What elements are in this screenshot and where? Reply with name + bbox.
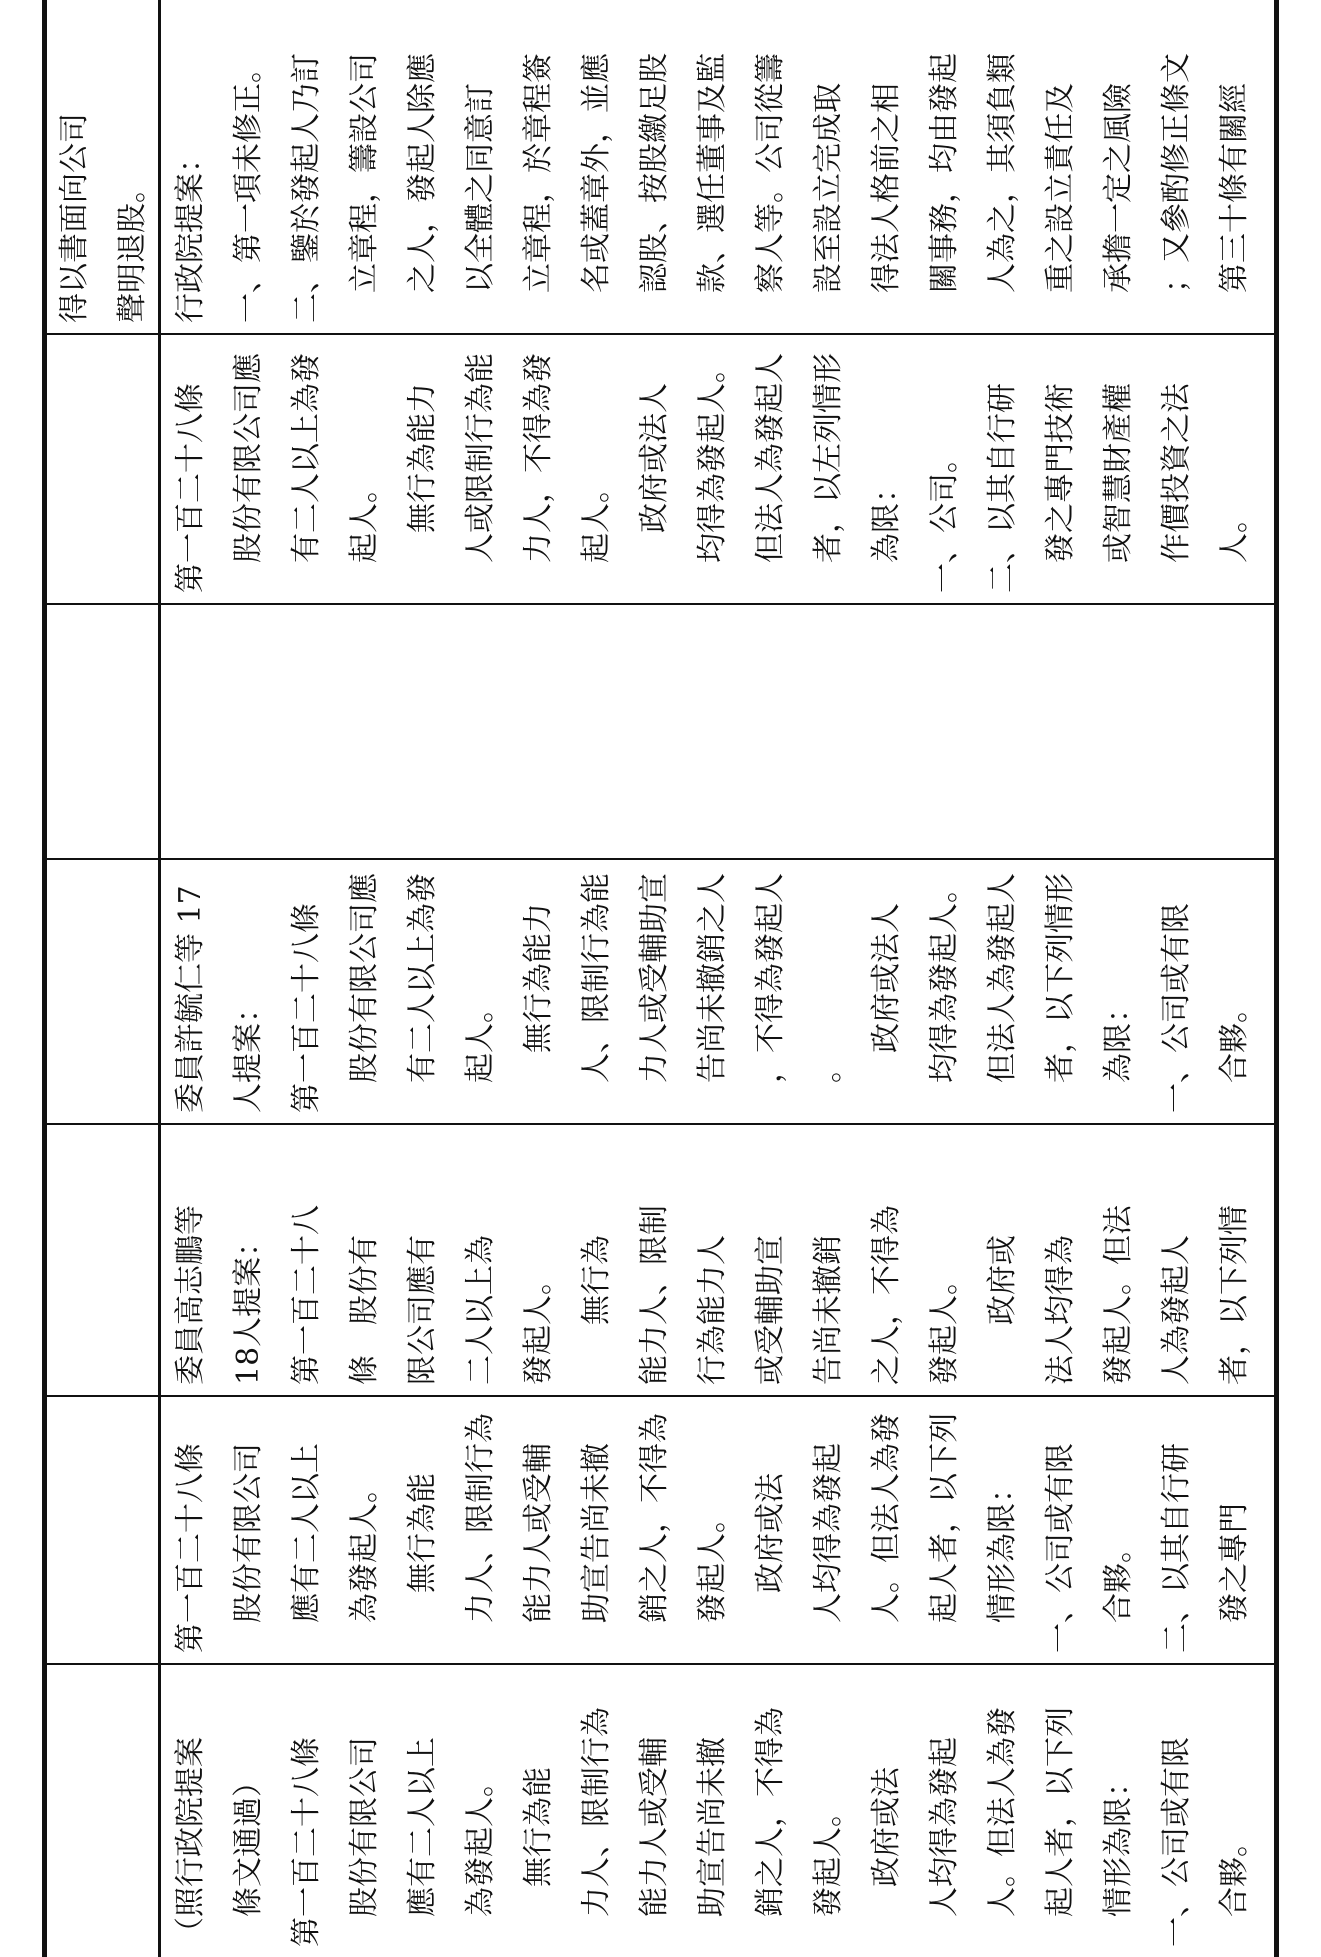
cell-line: ；又參酌修正條文 (1159, 53, 1194, 323)
cell-line: 均得為發起人。 (695, 353, 730, 593)
cell-line: 委員許毓仁等 17 (173, 885, 208, 1113)
cell-line: 察人等。公司從籌 (753, 53, 788, 323)
cell-line: 發起人。但法 (1101, 1205, 1136, 1385)
cell-line: 行政院提案： (173, 143, 208, 323)
cell-line: 第一百二十八條 (173, 1443, 208, 1653)
cell-line: 人。但法人為發 (869, 1413, 904, 1653)
cell-line: 者，以下列情形 (1043, 873, 1078, 1113)
cell-line: 之人，不得為 (869, 1205, 904, 1385)
cell-line: 均得為發起人。 (927, 873, 962, 1113)
cell-line: 發起人。 (521, 1265, 556, 1385)
cell-line: 股份有限公司應 (231, 353, 266, 593)
cell-line: 力人，不得為發 (521, 353, 556, 593)
cell-line: 之人，發起人除應 (405, 53, 440, 323)
cell-line: 合夥。 (1101, 1533, 1136, 1653)
col-sep-5 (44, 603, 1276, 605)
cell-line: 人為發起人 (1159, 1235, 1194, 1385)
cell-line: 政府或法 (753, 1473, 788, 1653)
cell-line: 人。 (1217, 503, 1252, 593)
cell-line: 二、鑒於發起人乃訂 (289, 53, 324, 323)
cell-line: 但法人為發起人 (753, 353, 788, 593)
cell-line: 限公司應有 (405, 1235, 440, 1385)
col-sep-4 (44, 858, 1276, 860)
cell-line: 為限： (1101, 993, 1136, 1113)
cell-line: 委員高志鵬等 (173, 1205, 208, 1385)
column-empty (0, 607, 1321, 856)
cell-line: 情形為限： (1101, 1767, 1136, 1947)
cell-line: 一、公司或有限 (1159, 903, 1194, 1113)
cell-line: 或智慧財產權 (1101, 383, 1136, 593)
cell-line: 立章程，籌設公司 (347, 53, 382, 323)
col-sep-6 (44, 333, 1276, 335)
cell-line: 得法人格前之相 (869, 83, 904, 323)
col-sep-3 (44, 1123, 1276, 1125)
cell-line: 或受輔助宣 (753, 1235, 788, 1385)
cell-line: 情形為限： (985, 1473, 1020, 1653)
cell-line: 一、公司或有限 (1043, 1443, 1078, 1653)
cell-line: 二、以其自行研 (1159, 1443, 1194, 1653)
cell-line: 助宣告尚未撤 (579, 1443, 614, 1653)
cell-line: 認股、按股繳足股 (637, 53, 672, 323)
cell-line: 人為之，其須負類 (985, 53, 1020, 323)
cell-line: 能力人、限制 (637, 1205, 672, 1385)
cell-line: 人或限制行為能 (463, 353, 498, 593)
cell-line: 無行為能 (405, 1473, 440, 1653)
cell-line: 應有二人以上 (289, 1443, 324, 1653)
cell-line: 重之設立責任及 (1043, 83, 1078, 323)
cell-line: 第一百二十八 (289, 1205, 324, 1385)
cell-line: 能力人或受輔 (637, 1737, 672, 1947)
cell-line: 聲明退股。 (115, 173, 150, 323)
cell-line: 銷之人，不得為 (753, 1707, 788, 1947)
column-passed-text (0, 1667, 1321, 1955)
column-explanation (0, 0, 1321, 331)
cell-line: 股份有限公司 (347, 1737, 382, 1947)
cell-line: 無行為能力 (521, 903, 556, 1113)
cell-line: 名或蓋章外，並應 (579, 53, 614, 323)
cell-line: 行為能力人 (695, 1235, 730, 1385)
cell-line: 告尚未撤銷 (811, 1235, 846, 1385)
cell-line: 為發起人。 (347, 1473, 382, 1653)
cell-line: 一、公司或有限 (1159, 1737, 1194, 1947)
cell-line: 起人。 (463, 993, 498, 1113)
cell-line: 股份有限公司 (231, 1443, 266, 1653)
cell-line: 無行為能 (521, 1767, 556, 1947)
cell-line: 得以書面向公司 (57, 113, 92, 323)
cell-line: 承擔一定之風險 (1101, 83, 1136, 323)
cell-line: 法人均得為 (1043, 1235, 1078, 1385)
cell-line: 起人者，以下列 (1043, 1707, 1078, 1947)
cell-line: 設至設立完成取 (811, 83, 846, 323)
cell-line: 發起人。 (927, 1265, 962, 1385)
cell-line: 力人、限制行為 (579, 1707, 614, 1947)
cell-line: 發之專門技術 (1043, 383, 1078, 593)
cell-line: 政府或法人 (637, 383, 672, 593)
cell-line: 者，以下列情 (1217, 1205, 1252, 1385)
cell-line: 關事務，均由發起 (927, 53, 962, 323)
cell-line: 第一百二十八條 (289, 903, 324, 1113)
col-sep-2 (44, 1395, 1276, 1397)
cell-line: 第三十條有關經 (1217, 83, 1252, 323)
cell-line: 合夥。 (1217, 993, 1252, 1113)
cell-line: 第一百二十八條 (173, 383, 208, 593)
cell-line: 為限： (869, 473, 904, 593)
cell-line: 無行為能力 (405, 383, 440, 593)
cell-line: 立章程，於章程簽 (521, 53, 556, 323)
cell-line: 政府或 (985, 1235, 1020, 1385)
column-current-law (0, 337, 1321, 601)
cell-line: 款、選任董事及監 (695, 53, 730, 323)
cell-line: 能力人或受輔 (521, 1443, 556, 1653)
cell-line: 人均得為發起 (811, 1443, 846, 1653)
cell-line: 者，以左列情形 (811, 353, 846, 593)
cell-line: 起人。 (347, 473, 382, 593)
cell-line: 條 股份有 (347, 1235, 382, 1385)
cell-line: ，不得為發起人 (753, 873, 788, 1113)
cell-line: 但法人為發起人 (985, 873, 1020, 1113)
cell-line: 應有二人以上 (405, 1737, 440, 1947)
column-proposal-kao (0, 1127, 1321, 1393)
cell-line: 無行為 (579, 1235, 614, 1385)
cell-line: 發起人。 (811, 1797, 846, 1947)
cell-line: 起人者，以下列 (927, 1413, 962, 1653)
cell-line: 發之專門 (1217, 1503, 1252, 1653)
cell-line: 股份有限公司應 (347, 873, 382, 1113)
cell-line: 力人、限制行為 (463, 1413, 498, 1653)
cell-line: 一、公司。 (927, 443, 962, 593)
cell-line: 人。但法人為發 (985, 1707, 1020, 1947)
cell-line: 一、第一項未修正。 (231, 53, 266, 323)
cell-line: 二、以其自行研 (985, 383, 1020, 593)
cell-line: 二人以上為 (463, 1235, 498, 1385)
cell-line: 有二人以上為發 (289, 353, 324, 593)
cell-line: 人均得為發起 (927, 1737, 962, 1947)
cell-line: （照行政院提案 (173, 1737, 208, 1947)
cell-line: 有二人以上為發 (405, 873, 440, 1113)
cell-line: 以全體之同意訂 (463, 83, 498, 323)
cell-line: 力人或受輔助宣 (637, 873, 672, 1113)
cell-line: 合夥。 (1217, 1827, 1252, 1947)
cell-line: 告尚未撤銷之人 (695, 873, 730, 1113)
cell-line: 條文通過） (231, 1767, 266, 1947)
cell-line: 政府或法 (869, 1767, 904, 1947)
cell-line: 起人。 (579, 473, 614, 593)
cell-line: 作價投資之法 (1159, 383, 1194, 593)
cell-line: 發起人。 (695, 1503, 730, 1653)
cell-line: 政府或法人 (869, 903, 904, 1113)
cell-line: 為發起人。 (463, 1767, 498, 1947)
cell-line: 助宣告尚未撤 (695, 1737, 730, 1947)
cell-line: 18人提案： (231, 1226, 266, 1385)
cell-line: 。 (811, 1053, 846, 1113)
cell-line: 第一百二十八條 (289, 1737, 324, 1947)
column-proposal-hsu (0, 862, 1321, 1121)
cell-line: 人提案： (231, 993, 266, 1113)
col-sep-1 (44, 1663, 1276, 1665)
column-committee-version (0, 1399, 1321, 1661)
cell-line: 人、限制行為能 (579, 873, 614, 1113)
cell-line: 銷之人，不得為 (637, 1413, 672, 1653)
